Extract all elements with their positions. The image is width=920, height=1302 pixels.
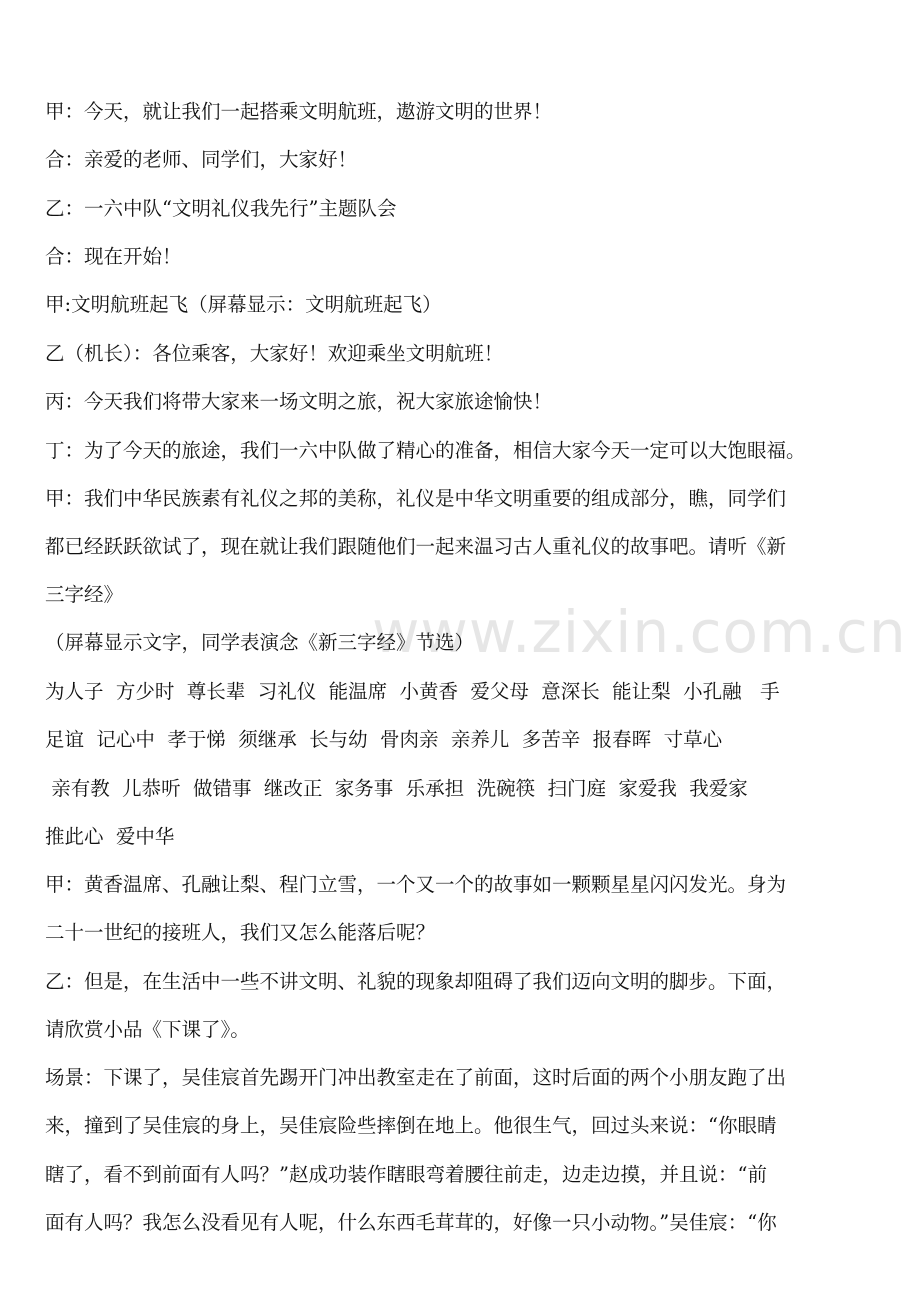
text-line: 合：现在开始！ <box>45 245 182 268</box>
text-line: 足谊 记心中 孝于悌 须继承 长与幼 骨肉亲 亲养儿 多苦辛 报春晖 寸草心 <box>45 728 723 751</box>
text-line: 推此心 爱中华 <box>45 825 175 848</box>
text-line: 甲：我们中华民族素有礼仪之邦的美称，礼仪是中华文明重要的组成部分，瞧，同学们 <box>45 487 787 510</box>
text-line: 乙：但是，在生活中一些不讲文明、礼貌的现象却阻碍了我们迈向文明的脚步。下面， <box>45 970 787 993</box>
text-line: 请欣赏小品《下课了》。 <box>45 1018 250 1041</box>
text-line: （屏幕显示文字，同学表演念《新三字经》节选） <box>45 631 475 654</box>
text-line: 亲有教 儿恭听 做错事 继改正 家务事 乐承担 洗碗筷 扫门庭 家爱我 我爱家 <box>45 777 748 800</box>
text-line: 瞎了，看不到前面有人吗？”赵成功装作瞎眼弯着腰往前走，边走边摸，并且说：“前 <box>45 1163 767 1186</box>
text-line: 都已经跃跃欲试了，现在就让我们跟随他们一起来温习古人重礼仪的故事吧。请听《新 <box>45 535 787 558</box>
text-line: 甲：今天，就让我们一起搭乘文明航班，遨游文明的世界！ <box>45 100 553 123</box>
text-line: 甲:文明航班起飞（屏幕显示：文明航班起飞） <box>45 293 442 316</box>
text-line: 场景：下课了，吴佳宸首先踢开门冲出教室走在了前面，这时后面的两个小朋友跑了出 <box>45 1066 787 1089</box>
text-line: 乙（机长）：各位乘客，大家好！欢迎乘坐文明航班！ <box>45 342 504 365</box>
text-line: 为人子 方少时 尊长辈 习礼仪 能温席 小黄香 爱父母 意深长 能让梨 小孔融 手 <box>45 680 780 703</box>
text-line: 来，撞到了吴佳宸的身上，吴佳宸险些摔倒在地上。他很生气，回过头来说：“你眼睛 <box>45 1114 777 1137</box>
text-line: 丁：为了今天的旅途，我们一六中队做了精心的准备，相信大家今天一定可以大饱眼福。 <box>45 439 806 462</box>
text-line: 丙：今天我们将带大家来一场文明之旅，祝大家旅途愉快！ <box>45 390 553 413</box>
watermark: www.zixin.com.cn <box>372 598 907 666</box>
text-line: 面有人吗？我怎么没看见有人呢，什么东西毛茸茸的，好像一只小动物。”吴佳宸：“你 <box>45 1211 777 1234</box>
text-line: 乙：一六中队“文明礼仪我先行”主题队会 <box>45 197 397 220</box>
text-line: 合：亲爱的老师、同学们，大家好！ <box>45 148 358 171</box>
text-line: 甲：黄香温席、孔融让梨、程门立雪，一个又一个的故事如一颗颗星星闪闪发光。身为 <box>45 873 787 896</box>
text-line: 三字经》 <box>45 583 124 606</box>
text-line: 二十一世纪的接班人，我们又怎么能落后呢？ <box>45 921 436 944</box>
